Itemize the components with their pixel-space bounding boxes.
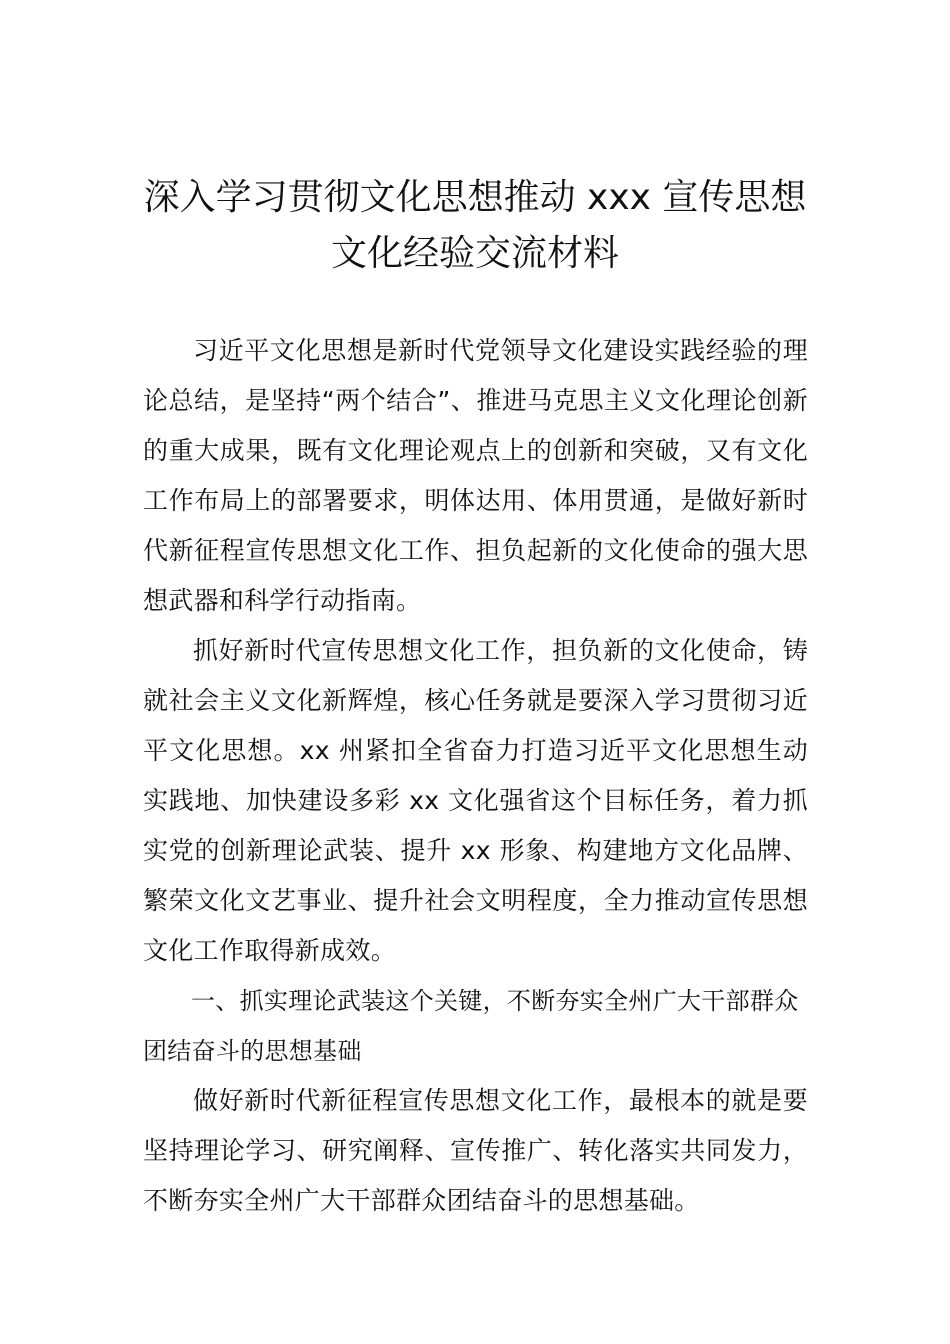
- document-body: [143, 326, 808, 1226]
- section-heading-1: 一、抓实理论武装这个关键，不断夯实全州广大干部群众团结奋斗的思想基础: [143, 987, 799, 1065]
- section-1-paragraph: 做好新时代新征程宣传思想文化工作，最根本的就是要坚持理论学习、研究阐释、宣传推广、转化落实共同发力，不断夯实全州广大干部群众团结奋斗的思想基础。: [143, 1086, 808, 1215]
- title-line-1: 深入学习贯彻文化思想推动 xxx 宣传思想: [143, 177, 807, 218]
- document-title: [120, 170, 830, 282]
- title-line-2: 文化经验交流材料: [330, 233, 619, 274]
- paragraph-1: 习近平文化思想是新时代党领导文化建设实践经验的理论总结，是坚持“两个结合”、推进马克思主义文化理论创新的重大成果，既有文化理论观点上的创新和突破，又有文化工作布局上的部署要求，明体达用、体用贯通，是做好新时代新征程宣传思想文化工作、担负起新的文化使命的强大思想武器和科学行动指南。: [143, 336, 808, 615]
- paragraph-2: 抓好新时代宣传思想文化工作，担负新的文化使命，铸就社会主义文化新辉煌，核心任务就是要深入学习贯彻习近平文化思想。xx 州紧扣全省奋力打造习近平文化思想生动实践地、加快建设多彩 xx 文化强省这个目标任务，着力抓实党的创新理论武装、提升 xx 形象、构建地方文化品牌、繁荣文化文艺事业、提升社会文明程度，全力推动宣传思想文化工作取得新成效。: [143, 636, 808, 965]
